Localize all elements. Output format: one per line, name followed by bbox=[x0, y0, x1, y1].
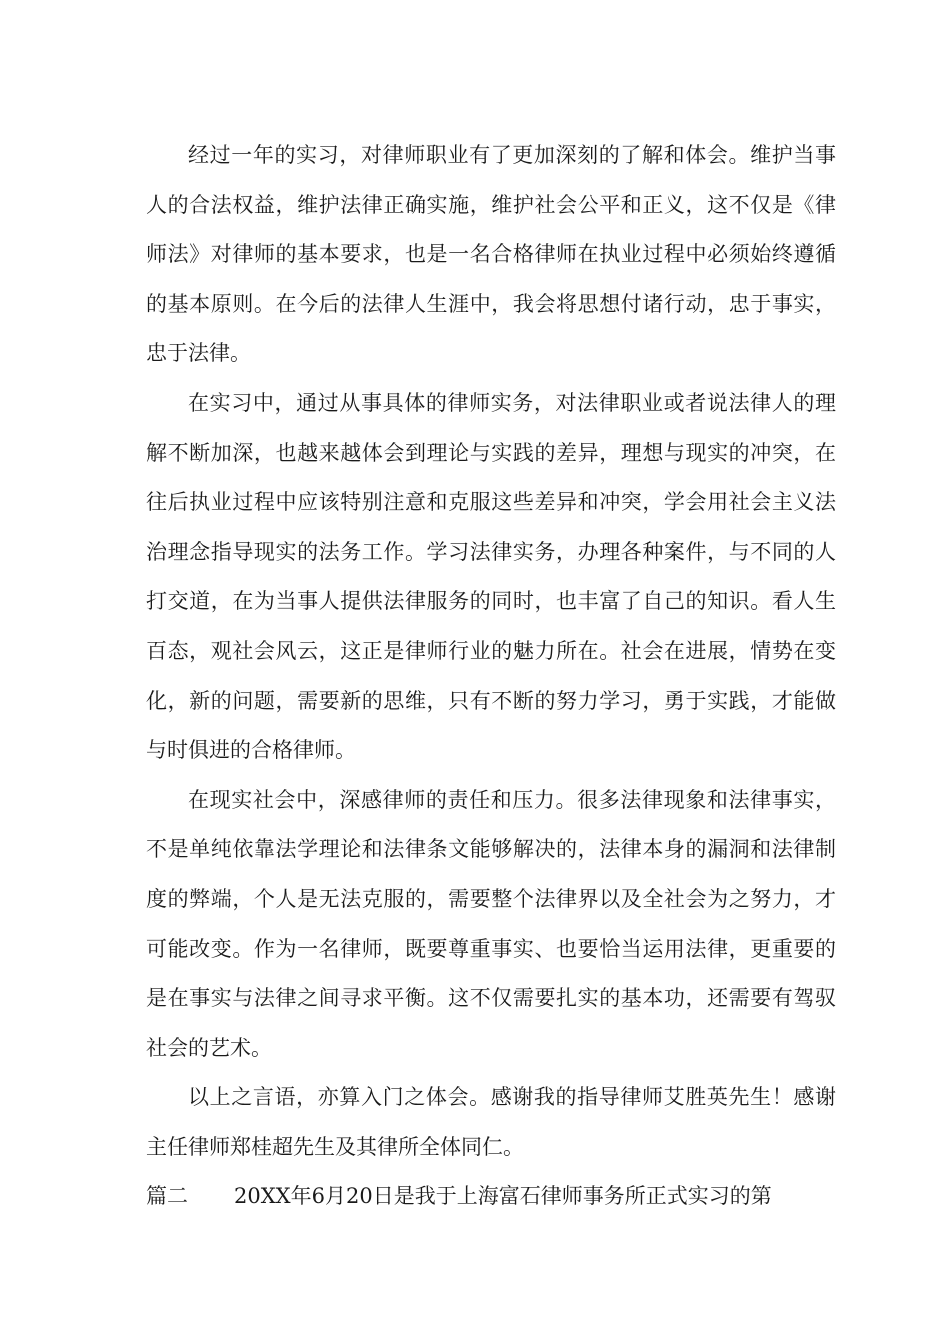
paragraph-4: 以上之言语，亦算入门之体会。感谢我的指导律师艾胜英先生！感谢主任律师郑桂超先生及其律所全体同仁。 bbox=[146, 1085, 836, 1159]
section-heading-line bbox=[146, 1172, 836, 1222]
paragraph-1: 经过一年的实习，对律师职业有了更加深刻的了解和体会。维护当事人的合法权益，维护法律正确实施，维护社会公平和正义，这不仅是《律师法》对律师的基本要求，也是一名合格律师在执业过程中必须始终遵循的基本原则。在今后的法律人生涯中，我会将思想付诸行动，忠于事实，忠于法律。 bbox=[146, 143, 836, 366]
section-label: 篇二 bbox=[146, 1184, 188, 1209]
paragraph-2: 在实习中，通过从事具体的律师实务，对法律职业或者说法律人的理解不断加深，也越来越体会到理论与实践的差异，理想与现实的冲突，在往后执业过程中应该特别注意和克服这些差异和冲突，学会用社会主义法治理念指导现实的法务工作。学习法律实务，办理各种案件，与不同的人打交道，在为当事人提供法律服务的同时，也丰富了自己的知识。看人生百态，观社会风云，这正是律师行业的魅力所在。社会在进展，情势在变化，新的问题，需要新的思维，只有不断的努力学习，勇于实践，才能做与时俱进的合格律师。 bbox=[146, 390, 836, 763]
document-body bbox=[146, 131, 836, 1222]
paragraph-3: 在现实社会中，深感律师的责任和压力。很多法律现象和法律事实，不是单纯依靠法学理论和法律条文能够解决的，法律本身的漏洞和法律制度的弊端，个人是无法克服的，需要整个法律界以及全社会为之努力，才可能改变。作为一名律师，既要尊重事实、也要恰当运用法律，更重要的是在事实与法律之间寻求平衡。这不仅需要扎实的基本功，还需要有驾驭社会的艺术。 bbox=[146, 787, 836, 1060]
section-first-line: 20XX年6月20日是我于上海富石律师事务所正式实习的第 bbox=[234, 1184, 772, 1209]
